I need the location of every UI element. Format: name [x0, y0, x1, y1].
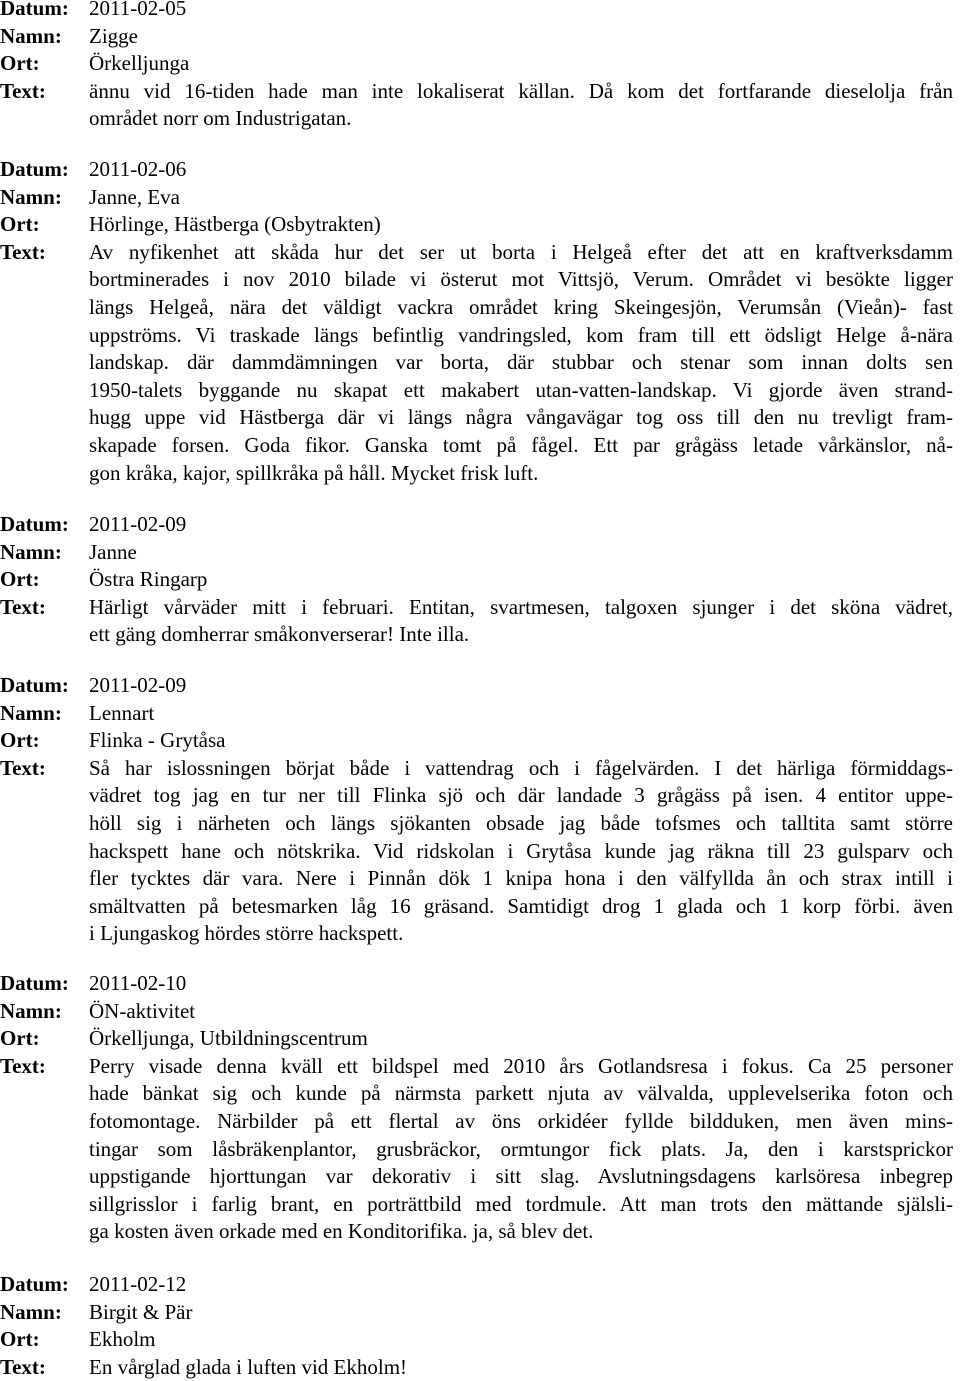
ort-row	[0, 211, 960, 239]
namn-label: Namn:	[0, 23, 62, 48]
ort-label: Ort:	[0, 567, 40, 592]
ort-value: Örkelljunga, Utbildningscentrum	[89, 1026, 368, 1051]
ort-label: Ort:	[0, 212, 40, 237]
text-line: hugg uppe vid Hästberga där vi längs några vångavägar tog oss till den nu trevligt fram-	[89, 405, 953, 430]
datum-label: Datum:	[0, 512, 69, 536]
namn-row	[0, 998, 960, 1026]
text-row	[0, 1354, 960, 1381]
datum-value: 2011-02-09	[89, 512, 187, 536]
entry-2011-02-10	[0, 970, 960, 1246]
ort-value: Flinka - Grytåsa	[89, 728, 226, 753]
entry-2011-02-09-lennart	[0, 672, 960, 948]
text-line: ga kosten även orkade med en Konditorifika. ja, så blev det.	[89, 1219, 594, 1244]
text-row	[0, 239, 960, 487]
text-line: ett gäng domherrar småkonverserar! Inte illa.	[89, 622, 470, 647]
namn-label: Namn:	[0, 1299, 62, 1324]
text-label: Text:	[0, 755, 46, 780]
text-label: Text:	[0, 594, 46, 619]
text-line: fotomontage. Närbilder på ett flertal av öns orkidéer fyllde bildduken, men även mins-	[89, 1108, 953, 1133]
text-line: Av nyfikenhet att skåda hur det ser ut borta i Helgeå efter det att en kraftverksdamm	[89, 239, 953, 264]
namn-value: Zigge	[89, 23, 138, 48]
ort-row	[0, 1025, 960, 1053]
text-line: smältvatten på betesmarken låg 16 gräsand. Samtidigt drog 1 glada och 1 korp förbi. även	[89, 893, 953, 918]
namn-value: Janne	[89, 539, 137, 564]
datum-row	[0, 511, 960, 539]
datum-label: Datum:	[0, 1272, 69, 1296]
entry-2011-02-12	[0, 1271, 960, 1381]
namn-label: Namn:	[0, 184, 62, 209]
namn-row	[0, 23, 960, 51]
datum-label: Datum:	[0, 971, 69, 995]
text-body	[89, 755, 953, 948]
text-line: höll sig i närheten och längs sjökanten obsade jag både tofsmes och talltita samt större	[89, 810, 953, 835]
datum-value: 2011-02-06	[89, 157, 187, 181]
text-line: gon kråka, kajor, spillkråka på håll. Mycket frisk luft.	[89, 460, 539, 485]
ort-row	[0, 727, 960, 755]
text-body	[89, 1354, 953, 1381]
namn-row	[0, 1299, 960, 1327]
text-line: bortminerades i nov 2010 bilade vi österut mot Vittsjö, Verum. Området vi besökte ligger	[89, 267, 953, 292]
text-label: Text:	[0, 1053, 46, 1078]
datum-row	[0, 1271, 960, 1299]
text-line: Perry visade denna kväll ett bildspel med 2010 års Gotlandsresa i fokus. Ca 25 personer	[89, 1053, 953, 1078]
text-line: vädret tog jag en tur ner till Flinka sjö och där landade 3 grågäss på isen. 4 entitor uppe-	[89, 783, 953, 808]
datum-row	[0, 970, 960, 998]
ort-row	[0, 1326, 960, 1354]
ort-value: Örkelljunga	[89, 51, 190, 76]
datum-value: 2011-02-09	[89, 673, 187, 697]
datum-row	[0, 156, 960, 184]
datum-value: 2011-02-10	[89, 971, 187, 995]
text-line: sillgrisslor i farlig brant, en porträttbild med tordmule. Att man trots den mättande själsli-	[89, 1191, 953, 1216]
namn-value: Lennart	[89, 700, 155, 725]
text-line: området norr om Industrigatan.	[89, 106, 352, 131]
datum-value: 2011-02-05	[89, 0, 187, 20]
datum-label: Datum:	[0, 157, 69, 181]
datum-row	[0, 0, 960, 23]
text-label: Text:	[0, 78, 46, 103]
datum-row	[0, 672, 960, 700]
text-row	[0, 755, 960, 948]
text-body	[89, 78, 953, 133]
text-line: i Ljungaskog hördes större hackspett.	[89, 921, 404, 946]
entry-2011-02-09-janne	[0, 511, 960, 649]
ort-value: Hörlinge, Hästberga (Osbytrakten)	[89, 212, 381, 237]
text-body	[89, 594, 953, 649]
text-label: Text:	[0, 1354, 46, 1379]
text-line: Så har islossningen börjat både i vattendrag och i fågelvärden. I det härliga förmiddags-	[89, 755, 953, 780]
ort-label: Ort:	[0, 1026, 40, 1051]
namn-value: Janne, Eva	[89, 184, 180, 209]
text-body	[89, 1053, 953, 1246]
text-line: 1950-talets byggande nu skapat ett makabert utan-vatten-landskap. Vi gjorde även strand-	[89, 377, 953, 402]
namn-row	[0, 184, 960, 212]
ort-row	[0, 50, 960, 78]
text-label: Text:	[0, 239, 46, 264]
ort-row	[0, 566, 960, 594]
namn-row	[0, 700, 960, 728]
text-line: En vårglad glada i luften vid Ekholm!	[89, 1354, 408, 1379]
namn-value: Birgit & Pär	[89, 1299, 193, 1324]
datum-label: Datum:	[0, 0, 69, 20]
datum-value: 2011-02-12	[89, 1272, 187, 1296]
entry-2011-02-05	[0, 0, 960, 133]
text-line: hade bänkat sig och kunde på närmsta parkett njuta av välvalda, upplevelserika foton och	[89, 1081, 953, 1106]
text-row	[0, 78, 960, 133]
text-line: längs Helgeå, nära det väldigt vackra området kring Skeingesjön, Verumsån (Vieån)- fast	[89, 294, 953, 319]
text-row	[0, 1053, 960, 1246]
text-line: landskap. där dammdämningen var borta, där stubbar och stenar som innan dolts sen	[89, 350, 953, 375]
text-line: skapade forsen. Goda fikor. Ganska tomt på fågel. Ett par grågäss letade vårkänslor, nå-	[89, 432, 953, 457]
ort-label: Ort:	[0, 728, 40, 753]
namn-label: Namn:	[0, 539, 62, 564]
text-line: uppstigande hjorttungan var dekorativ i sitt slag. Avslutningsdagens karlsöresa inbegrep	[89, 1164, 953, 1189]
text-line: hackspett hane och nötskrika. Vid ridskolan i Grytåsa kunde jag räkna till 23 gulsparv och	[89, 838, 953, 863]
namn-row	[0, 539, 960, 567]
namn-label: Namn:	[0, 998, 62, 1023]
text-line: Härligt vårväder mitt i februari. Entitan, svartmesen, talgoxen sjunger i det sköna vädret,	[89, 594, 953, 619]
text-line: uppströms. Vi traskade längs befintlig vandringsled, kom fram till ett ödsligt Helge å-nära	[89, 322, 953, 347]
datum-label: Datum:	[0, 673, 69, 697]
text-line: tingar som låsbräkenplantor, grusbräckor, ormtungor fick plats. Ja, den i karstsprickor	[89, 1136, 953, 1161]
namn-value: ÖN-aktivitet	[89, 998, 196, 1023]
text-line: fler tycktes där vara. Nere i Pinnån dök 1 knipa hona i den välfyllda ån och strax intill i	[89, 866, 953, 891]
entry-2011-02-06	[0, 156, 960, 487]
ort-label: Ort:	[0, 1327, 40, 1352]
text-row	[0, 594, 960, 649]
namn-label: Namn:	[0, 700, 62, 725]
ort-value: Ekholm	[89, 1327, 156, 1352]
text-body	[89, 239, 953, 487]
text-line: ännu vid 16-tiden hade man inte lokaliserat källan. Då kom det fortfarande dieselolja från	[89, 78, 953, 103]
ort-value: Östra Ringarp	[89, 567, 208, 592]
ort-label: Ort:	[0, 51, 40, 76]
